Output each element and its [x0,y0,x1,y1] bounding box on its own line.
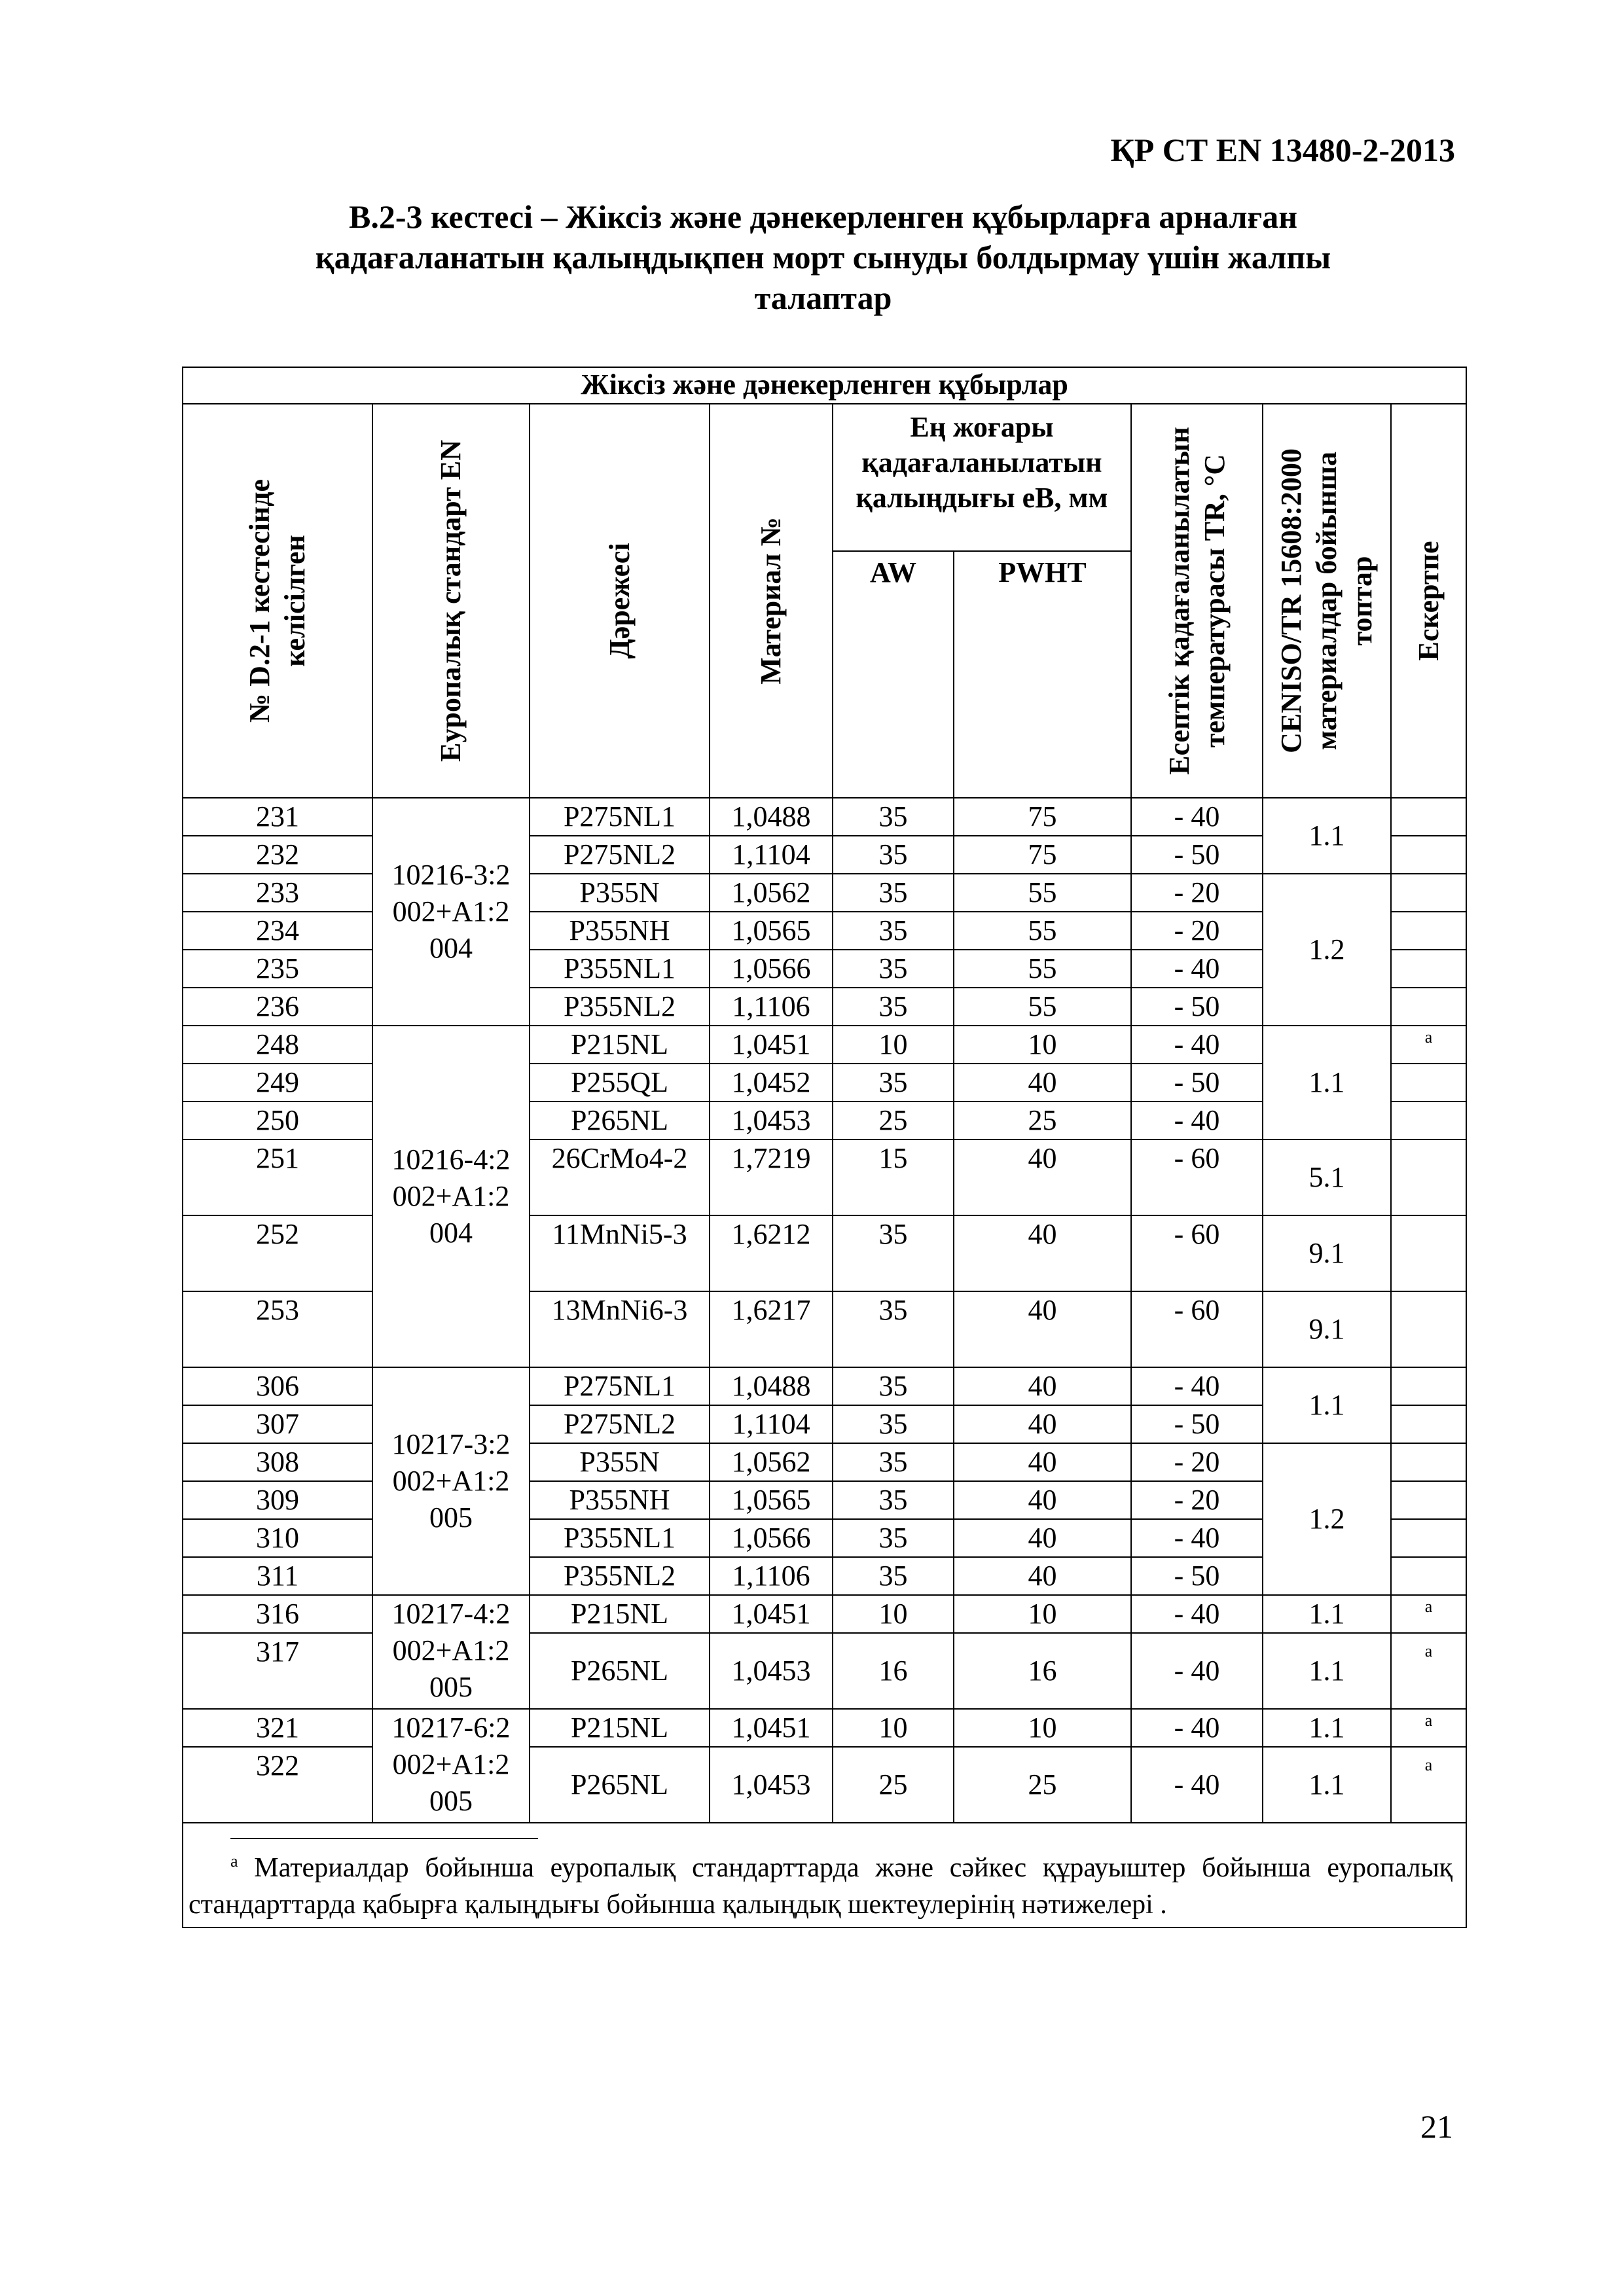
cell-note [1391,1102,1466,1139]
cell-group: 1.2 [1263,1443,1391,1595]
cell-pwht: 40 [954,1557,1131,1595]
cell-note [1391,1481,1466,1519]
cell-no: 234 [183,912,372,950]
footnote-text: Материалдар бойынша еуропалық стандарттарда және сәйкес құрауыштер бойынша еуропалық стандарттарда қабырға қалыңдығы бойынша қалыңдық шектеулерінің нәтижелері . [189,1853,1453,1920]
cell-temp: - 50 [1131,988,1263,1026]
cell-grade: P355NL2 [530,988,710,1026]
cell-no: 317 [183,1633,372,1709]
cell-pwht: 55 [954,950,1131,988]
cell-temp: - 40 [1131,950,1263,988]
cell-group: 1.1 [1263,1633,1391,1709]
cell-temp: - 40 [1131,1633,1263,1709]
cell-note [1391,1367,1466,1405]
cell-aw: 35 [833,1557,954,1595]
cell-grade: P215NL [530,1595,710,1633]
cell-material: 1,1106 [710,988,833,1026]
cell-grade: P265NL [530,1633,710,1709]
cell-grade: P355NH [530,912,710,950]
cell-note [1391,1595,1466,1633]
cell-standard: 10217-4:2002+A1:2005 [372,1595,530,1709]
cell-no: 231 [183,798,372,836]
cell-note [1391,1405,1466,1443]
cell-pwht: 40 [954,1519,1131,1557]
cell-no: 250 [183,1102,372,1139]
table-row [183,1026,1466,1064]
cell-grade: P275NL1 [530,798,710,836]
cell-note [1391,1064,1466,1102]
cell-material: 1,0452 [710,1064,833,1102]
table-title [183,196,1463,318]
cell-grade: P355NL1 [530,1519,710,1557]
cell-note [1391,1633,1466,1709]
title-line-3: талаптар [754,279,892,316]
footnote-marker: a [1424,1641,1433,1660]
cell-aw: 25 [833,1102,954,1139]
cell-group: 9.1 [1263,1291,1391,1367]
cell-standard: 10217-3:2002+A1:2005 [372,1367,530,1595]
cell-no: 232 [183,836,372,874]
cell-note [1391,1747,1466,1823]
cell-aw: 35 [833,874,954,912]
cell-note [1391,798,1466,836]
cell-pwht: 40 [954,1443,1131,1481]
cell-temp: - 50 [1131,1405,1263,1443]
cell-group: 1.1 [1263,1747,1391,1823]
table-row [183,798,1466,836]
cell-temp: - 20 [1131,1443,1263,1481]
cell-standard: 10216-3:2002+A1:2004 [372,798,530,1026]
cell-material: 1,0453 [710,1747,833,1823]
footnote [183,1823,1466,1928]
header-material-groups: CENISO/TR 15608:2000 материалдар бойынша топтар [1263,404,1391,798]
header-design-temperature: Есептік қадағаланылатын температурасы TR, °C [1131,404,1263,798]
cell-temp: - 20 [1131,1481,1263,1519]
cell-temp: - 40 [1131,1367,1263,1405]
cell-no: 252 [183,1215,372,1291]
cell-grade: P215NL [530,1026,710,1064]
cell-grade: P275NL1 [530,1367,710,1405]
cell-pwht: 40 [954,1215,1131,1291]
cell-group: 9.1 [1263,1215,1391,1291]
cell-aw: 35 [833,1291,954,1367]
cell-no: 235 [183,950,372,988]
cell-no: 251 [183,1139,372,1215]
cell-no: 249 [183,1064,372,1102]
document-code: ҚР СТ EN 13480-2-2013 [1110,132,1455,168]
cell-temp: - 60 [1131,1139,1263,1215]
table-row [183,1595,1466,1633]
cell-note [1391,836,1466,874]
cell-material: 1,1106 [710,1557,833,1595]
header-max-thickness: Ең жоғары қадағаланылатын қалыңдығы eB, мм [833,404,1131,551]
cell-group: 1.1 [1263,1026,1391,1139]
cell-material: 1,0562 [710,1443,833,1481]
cell-no: 307 [183,1405,372,1443]
footnote-separator [230,1838,538,1839]
cell-material: 1,6212 [710,1215,833,1291]
cell-aw: 10 [833,1026,954,1064]
requirements-table [182,367,1467,1928]
header-note: Ескертпе [1391,404,1466,798]
cell-no: 322 [183,1747,372,1823]
cell-material: 1,0566 [710,1519,833,1557]
title-line-2: қадағаланатын қалыңдықпен морт сынуды болдырмау үшін жалпы [315,239,1331,276]
cell-material: 1,0488 [710,798,833,836]
cell-pwht: 40 [954,1064,1131,1102]
cell-grade: P355NH [530,1481,710,1519]
cell-pwht: 25 [954,1102,1131,1139]
cell-pwht: 10 [954,1709,1131,1747]
cell-temp: - 50 [1131,1064,1263,1102]
cell-pwht: 16 [954,1633,1131,1709]
cell-material: 1,1104 [710,1405,833,1443]
header-material-no: Материал № [710,404,833,798]
cell-pwht: 75 [954,836,1131,874]
footnote-marker: a [1424,1597,1433,1616]
cell-aw: 10 [833,1595,954,1633]
cell-no: 233 [183,874,372,912]
cell-aw: 10 [833,1709,954,1747]
cell-temp: - 20 [1131,912,1263,950]
footnote-marker: a [230,1852,238,1871]
header-agreed-no: № D.2-1 кестесінде келісілген [183,404,372,798]
cell-aw: 35 [833,836,954,874]
cell-pwht: 10 [954,1026,1131,1064]
header-grade: Дәрежесі [530,404,710,798]
group-header: Жіксіз және дәнекерленген құбырлар [183,367,1466,404]
cell-group: 1.2 [1263,874,1391,1026]
cell-aw: 35 [833,798,954,836]
cell-aw: 25 [833,1747,954,1823]
cell-temp: - 50 [1131,836,1263,874]
cell-temp: - 40 [1131,1747,1263,1823]
cell-note [1391,1443,1466,1481]
cell-pwht: 40 [954,1481,1131,1519]
cell-aw: 35 [833,1215,954,1291]
cell-pwht: 55 [954,988,1131,1026]
cell-note [1391,1215,1466,1291]
cell-grade: P355NL2 [530,1557,710,1595]
cell-note [1391,1709,1466,1747]
header-pwht: PWHT [954,551,1131,798]
cell-pwht: 55 [954,874,1131,912]
page-number: 21 [1420,2108,1453,2145]
cell-temp: - 40 [1131,1102,1263,1139]
cell-standard: 10217-6:2002+A1:2005 [372,1709,530,1823]
cell-aw: 35 [833,1064,954,1102]
cell-material: 1,1104 [710,836,833,874]
cell-no: 316 [183,1595,372,1633]
cell-no: 308 [183,1443,372,1481]
cell-aw: 16 [833,1633,954,1709]
cell-material: 1,0451 [710,1595,833,1633]
cell-group: 1.1 [1263,1367,1391,1443]
cell-no: 321 [183,1709,372,1747]
cell-grade: 13MnNi6-3 [530,1291,710,1367]
cell-material: 1,0453 [710,1633,833,1709]
cell-pwht: 10 [954,1595,1131,1633]
table-row [183,1709,1466,1747]
cell-pwht: 40 [954,1367,1131,1405]
cell-pwht: 40 [954,1405,1131,1443]
cell-note [1391,912,1466,950]
cell-temp: - 40 [1131,1026,1263,1064]
cell-note [1391,1519,1466,1557]
cell-group: 1.1 [1263,798,1391,874]
cell-grade: P355NL1 [530,950,710,988]
cell-no: 236 [183,988,372,1026]
cell-grade: 26CrMo4-2 [530,1139,710,1215]
cell-no: 248 [183,1026,372,1064]
cell-no: 253 [183,1291,372,1367]
cell-temp: - 40 [1131,1709,1263,1747]
cell-material: 1,0451 [710,1026,833,1064]
cell-material: 1,7219 [710,1139,833,1215]
cell-note [1391,988,1466,1026]
footnote-marker: a [1424,1028,1433,1047]
cell-standard: 10216-4:2002+A1:2004 [372,1026,530,1367]
cell-no: 306 [183,1367,372,1405]
cell-note [1391,874,1466,912]
header-aw: AW [833,551,954,798]
cell-aw: 15 [833,1139,954,1215]
cell-no: 309 [183,1481,372,1519]
cell-temp: - 60 [1131,1215,1263,1291]
cell-aw: 35 [833,1405,954,1443]
cell-note [1391,950,1466,988]
cell-grade: P255QL [530,1064,710,1102]
footnote-marker: a [1424,1755,1433,1774]
cell-group: 1.1 [1263,1595,1391,1633]
cell-no: 311 [183,1557,372,1595]
cell-material: 1,0565 [710,1481,833,1519]
cell-grade: P355N [530,874,710,912]
cell-aw: 35 [833,1519,954,1557]
cell-grade: P275NL2 [530,836,710,874]
cell-aw: 35 [833,988,954,1026]
cell-aw: 35 [833,1443,954,1481]
cell-temp: - 50 [1131,1557,1263,1595]
cell-pwht: 40 [954,1139,1131,1215]
footnote-row [183,1823,1466,1928]
cell-temp: - 60 [1131,1291,1263,1367]
title-line-1: В.2-3 кестесі – Жіксіз және дәнекерленген құбырларға арналған [348,198,1298,235]
cell-group: 1.1 [1263,1709,1391,1747]
cell-pwht: 55 [954,912,1131,950]
cell-aw: 35 [833,1367,954,1405]
cell-material: 1,0565 [710,912,833,950]
cell-note [1391,1139,1466,1215]
table-row [183,1367,1466,1405]
cell-grade: P355N [530,1443,710,1481]
cell-pwht: 75 [954,798,1131,836]
cell-material: 1,0566 [710,950,833,988]
cell-note [1391,1557,1466,1595]
cell-temp: - 40 [1131,798,1263,836]
cell-no: 310 [183,1519,372,1557]
cell-material: 1,0451 [710,1709,833,1747]
cell-grade: P215NL [530,1709,710,1747]
header-european-standard: Еуропалық стандарт EN [372,404,530,798]
cell-grade: P275NL2 [530,1405,710,1443]
cell-aw: 35 [833,950,954,988]
cell-group: 5.1 [1263,1139,1391,1215]
cell-material: 1,0562 [710,874,833,912]
cell-grade: P265NL [530,1747,710,1823]
cell-temp: - 40 [1131,1519,1263,1557]
cell-pwht: 25 [954,1747,1131,1823]
cell-material: 1,6217 [710,1291,833,1367]
cell-note [1391,1291,1466,1367]
footnote-marker: a [1424,1711,1433,1730]
cell-pwht: 40 [954,1291,1131,1367]
cell-aw: 35 [833,1481,954,1519]
cell-temp: - 40 [1131,1595,1263,1633]
cell-material: 1,0488 [710,1367,833,1405]
cell-material: 1,0453 [710,1102,833,1139]
cell-note [1391,1026,1466,1064]
cell-grade: 11MnNi5-3 [530,1215,710,1291]
cell-temp: - 20 [1131,874,1263,912]
cell-grade: P265NL [530,1102,710,1139]
cell-aw: 35 [833,912,954,950]
